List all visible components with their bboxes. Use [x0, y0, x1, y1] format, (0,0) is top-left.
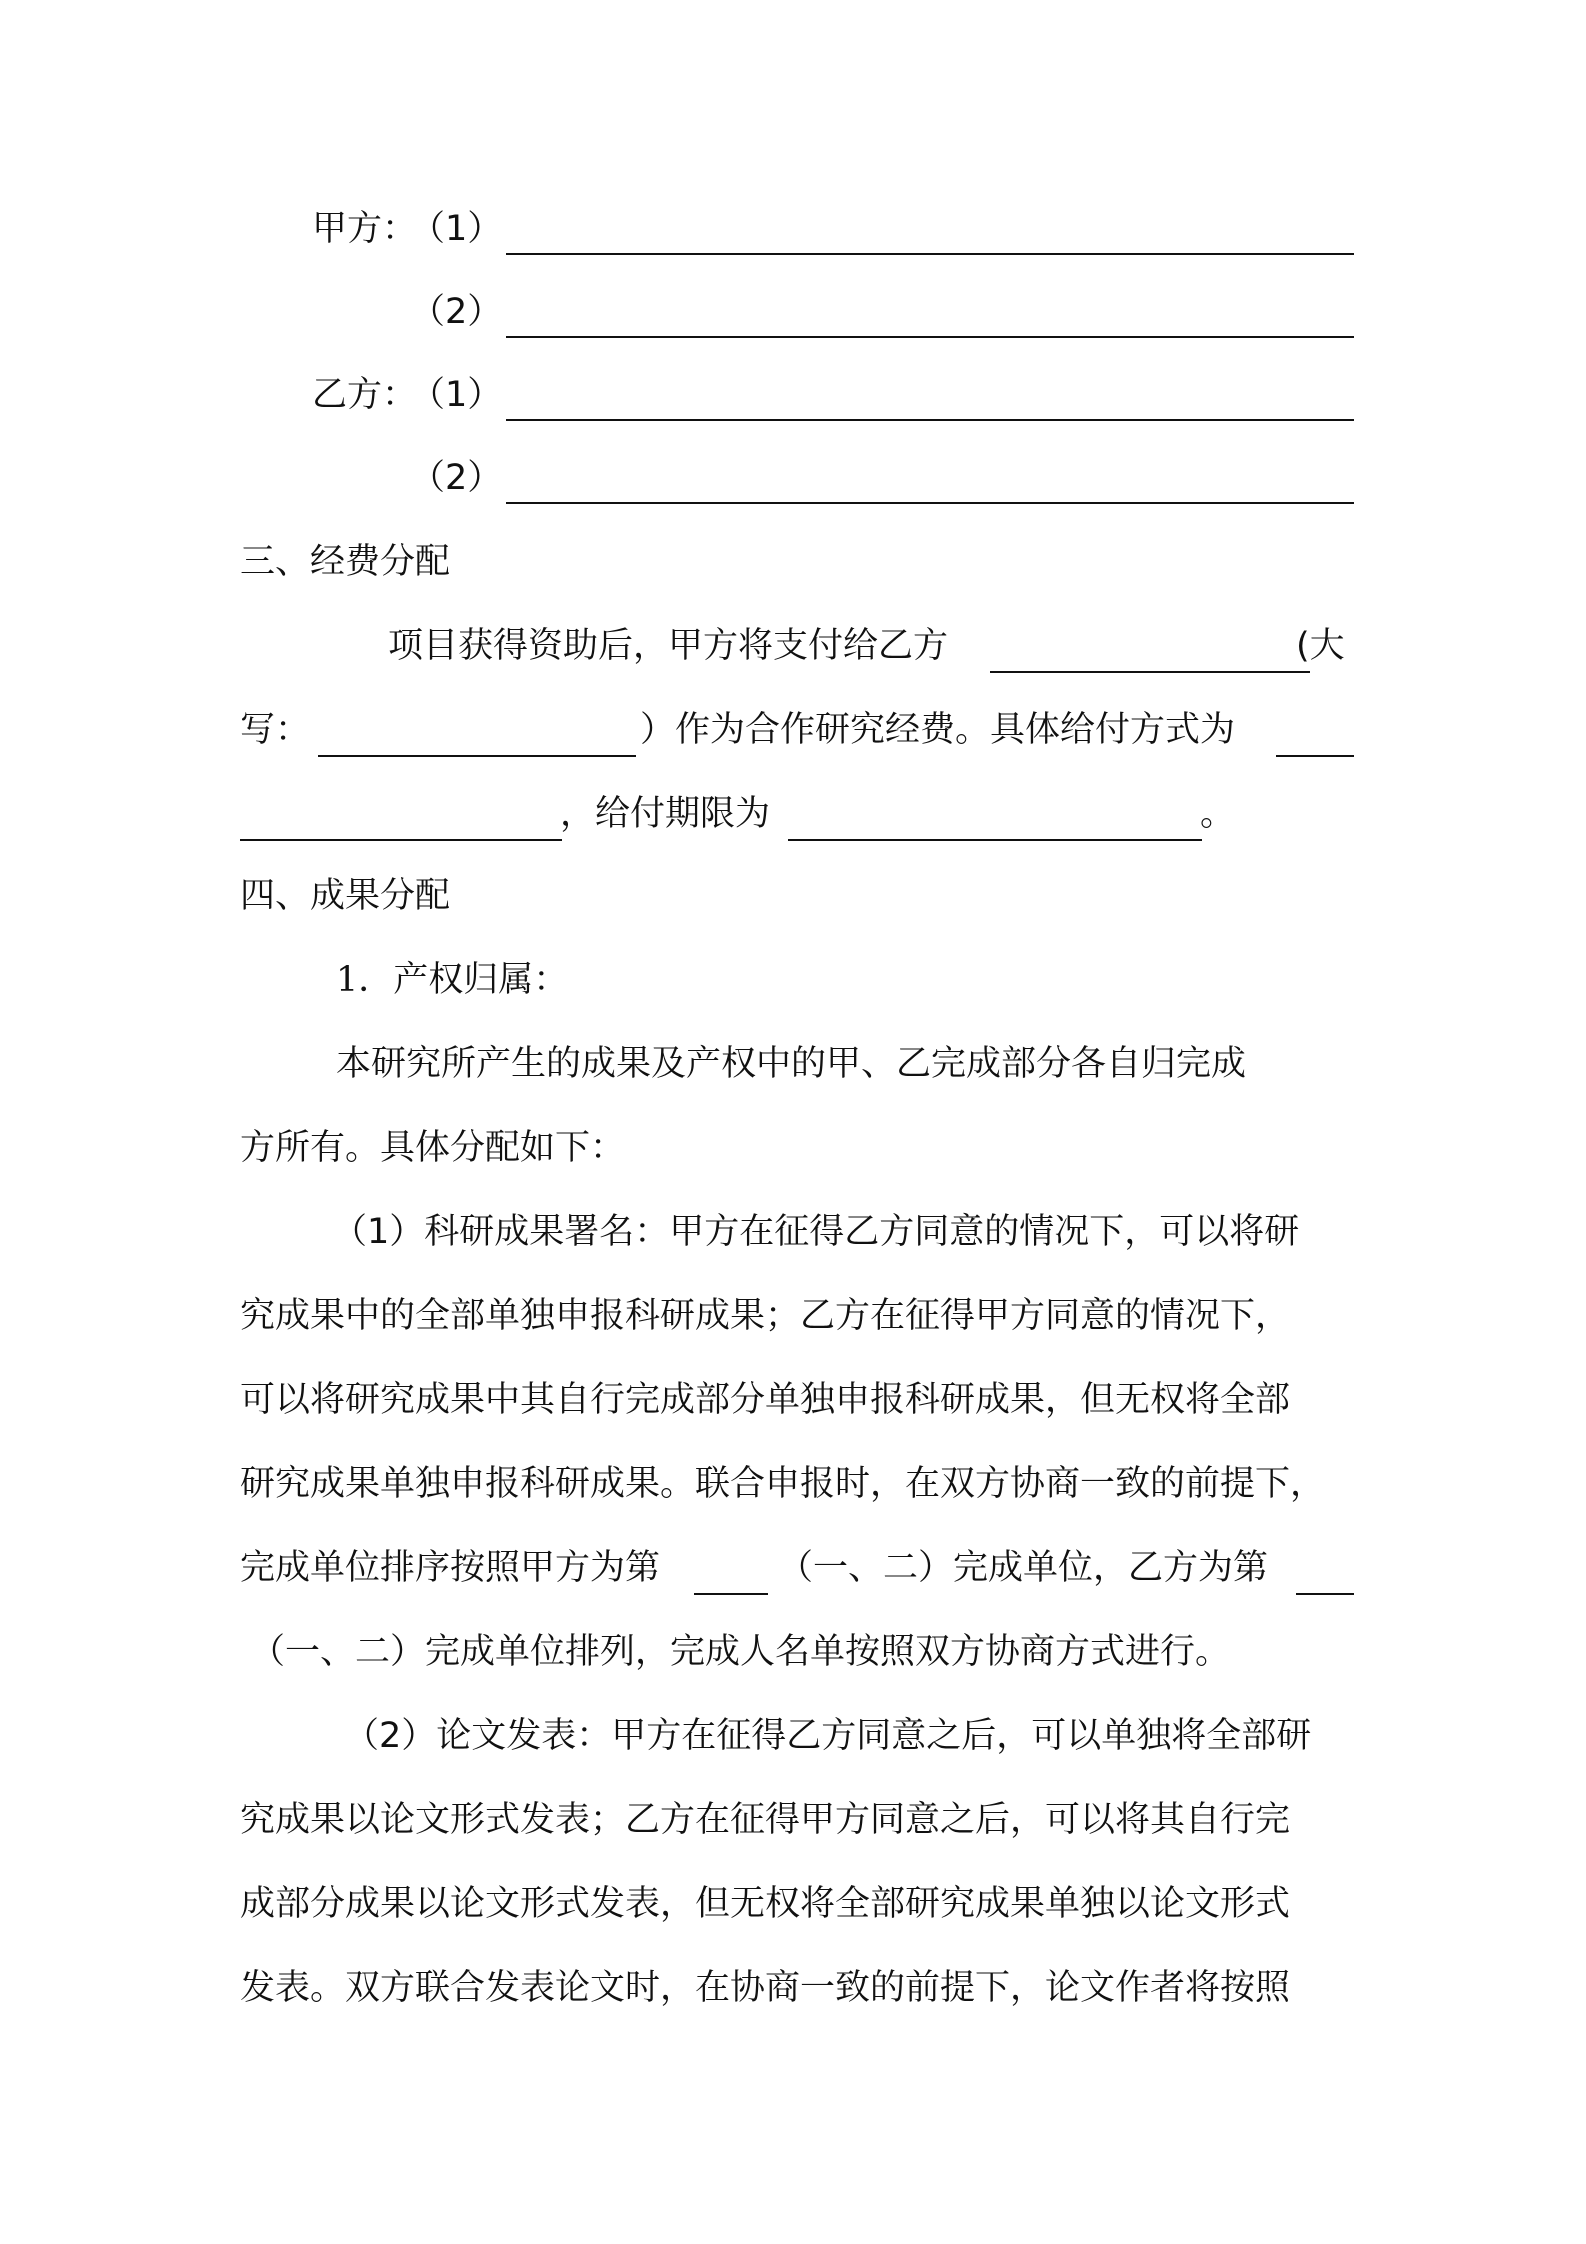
payment-term-blank[interactable]: [788, 839, 1202, 841]
item-1-line-4: 研究成果单独申报科研成果。联合申报时，在双方协商一致的前提下，: [240, 1464, 1326, 1504]
item-1-line-6: （一、二）完成单位排列，完成人名单按照双方协商方式进行。: [250, 1632, 1231, 1672]
item-2-line-1: （2）论文发表：甲方在征得乙方同意之后，可以单独将全部研: [344, 1716, 1312, 1756]
item-1-line-5: 完成单位排序按照甲方为第: [240, 1548, 661, 1588]
payment-method-blank-1[interactable]: [1276, 755, 1354, 757]
section-3-para-line-2: ）作为合作研究经费。具体给付方式为: [640, 710, 1236, 750]
party-b-item-1: （1）: [410, 375, 503, 415]
payment-method-blank-2[interactable]: [240, 839, 562, 841]
item-2-line-2: 究成果以论文形式发表；乙方在征得甲方同意之后，可以将其自行完: [240, 1800, 1291, 1840]
party-b-line-1[interactable]: [506, 419, 1354, 421]
section-3-para-line-1-end: (大: [1296, 626, 1345, 666]
item-2-line-4: 发表。双方联合发表论文时，在协商一致的前提下，论文作者将按照: [240, 1968, 1291, 2008]
party-a-item-1: （1）: [410, 209, 503, 249]
party-a-label: 甲方：: [312, 209, 418, 249]
item-2-line-3: 成部分成果以论文形式发表，但无权将全部研究成果单独以论文形式: [240, 1884, 1291, 1924]
party-b-rank-blank[interactable]: [1296, 1593, 1354, 1595]
amount-blank[interactable]: [990, 671, 1310, 673]
ownership-para-line-1: 本研究所产生的成果及产权中的甲、乙完成部分各自归完成: [336, 1044, 1247, 1084]
section-4-heading: 四、成果分配: [240, 876, 451, 916]
party-a-line-2[interactable]: [506, 336, 1354, 338]
section-3-para-line-3-end: 。: [1200, 794, 1236, 834]
item-1-line-5-cont: （一、二）完成单位，乙方为第: [778, 1548, 1269, 1588]
subheading-ownership: 1．产权归属：: [336, 960, 569, 1000]
item-1-line-2: 究成果中的全部单独申报科研成果；乙方在征得甲方同意的情况下，: [240, 1296, 1291, 1336]
item-1-line-3: 可以将研究成果中其自行完成部分单独申报科研成果，但无权将全部: [240, 1380, 1291, 1420]
section-3-para-line-1: 项目获得资助后，甲方将支付给乙方: [388, 626, 949, 666]
item-1-line-1: （1）科研成果署名：甲方在征得乙方同意的情况下，可以将研: [332, 1212, 1300, 1252]
party-a-line-1[interactable]: [506, 253, 1354, 255]
section-3-para-line-2-start: 写：: [240, 710, 311, 750]
party-b-item-2: （2）: [410, 458, 503, 498]
section-3-heading: 三、经费分配: [240, 542, 451, 582]
party-a-rank-blank[interactable]: [694, 1593, 768, 1595]
party-a-item-2: （2）: [410, 292, 503, 332]
section-3-para-line-3: ，给付期限为: [560, 794, 771, 834]
ownership-para-line-2: 方所有。具体分配如下：: [240, 1128, 626, 1168]
party-b-line-2[interactable]: [506, 502, 1354, 504]
party-b-label: 乙方：: [312, 375, 418, 415]
amount-uppercase-blank[interactable]: [318, 755, 636, 757]
